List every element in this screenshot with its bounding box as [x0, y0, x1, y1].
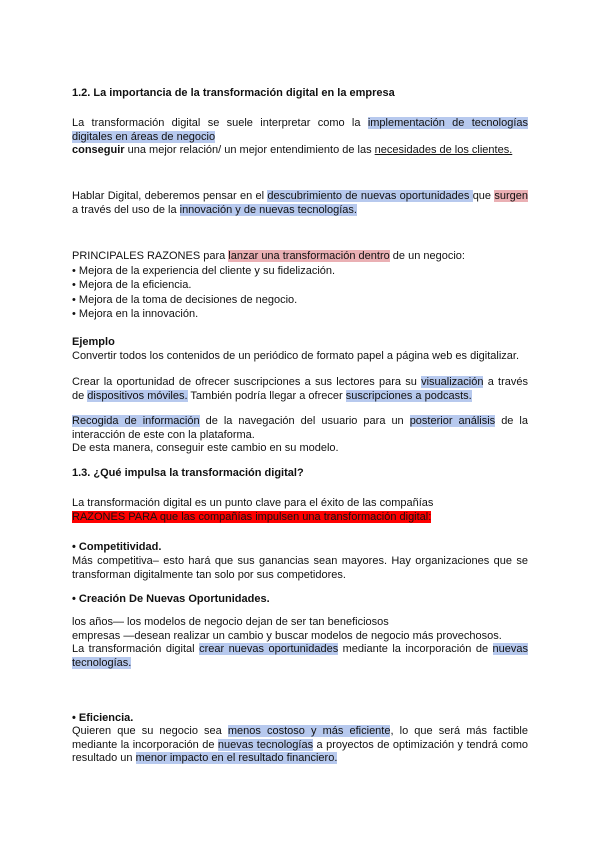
highlight: nuevas tecnologías	[217, 738, 314, 751]
text: mediante la incorporación de	[338, 643, 493, 655]
text: de la navegación del usuario para un	[199, 415, 410, 427]
creacion-title: • Creación De Nuevas Oportunidades.	[72, 593, 270, 605]
highlight: implementación de tecnologías digitales en áreas de negocio	[72, 117, 528, 143]
list-item: • Mejora en la innovación.	[72, 308, 199, 320]
highlight: descubrimiento de nuevas oportunidades	[267, 190, 473, 202]
text: La transformación digital se suele interpretar como la	[72, 117, 368, 129]
eficiencia-title: • Eficiencia.	[72, 712, 134, 724]
intro-line: La transformación digital es un punto clave para el éxito de las compañías	[72, 497, 434, 509]
text: a través de	[72, 376, 528, 402]
creacion-paragraph	[72, 643, 528, 670]
text: PRINCIPALES RAZONES para	[72, 250, 229, 262]
paragraph-hablar-digital	[72, 190, 528, 217]
underlined-text: necesidades de los clientes.	[374, 144, 513, 156]
highlight: Recogida de información	[72, 415, 200, 427]
text: de un negocio:	[389, 250, 465, 262]
section-heading-1-2: 1.2. La importancia de la transformación digital en la empresa	[72, 87, 395, 99]
principales-razones	[72, 249, 528, 322]
text: que	[472, 190, 495, 202]
list-item: • Mejora de la toma de decisiones de negocio.	[72, 293, 298, 306]
highlight: innovación y de nuevas tecnologías.	[179, 203, 357, 216]
highlight-red: RAZONES PARA que las compañías impulsen una transformación digital:	[72, 511, 432, 523]
text: una mejor relación/ un mejor entendimiento de las	[124, 144, 375, 156]
text: Quieren que su negocio sea	[72, 725, 228, 737]
text: La transformación digital	[72, 643, 200, 655]
razones-line	[72, 249, 528, 264]
text: a través del uso de la	[72, 203, 180, 216]
bold-text: conseguir	[72, 144, 125, 156]
creacion-line-2: empresas —desean realizar un cambio y buscar modelos de negocio más provechosos.	[72, 630, 502, 642]
text: de la interacción de este con la plataforma.	[72, 415, 528, 441]
section-heading-1-3: 1.3. ¿Qué impulsa la transformación digital?	[72, 467, 304, 479]
ejemplo-title: Ejemplo	[72, 336, 115, 348]
eficiencia-paragraph	[72, 725, 528, 766]
text: Crear la oportunidad de ofrecer suscripciones a sus lectores para su	[72, 376, 422, 388]
text: Hablar Digital, deberemos pensar en el	[72, 190, 268, 202]
ejemplo-line: Convertir todos los contenidos de un periódico de formato papel a página web es digitalizar.	[72, 350, 519, 362]
highlight: crear nuevas oportunidades	[199, 643, 339, 655]
competitividad-title: • Competitividad.	[72, 541, 162, 553]
highlight: posterior análisis	[409, 415, 496, 427]
red-highlight-line	[72, 511, 528, 525]
highlight-pink: surgen	[494, 190, 528, 202]
text: , lo que será más factible mediante la incorporación de	[72, 725, 528, 751]
highlight: nuevas tecnologías.	[72, 643, 528, 669]
text: a proyectos de optimización y tendrá como resultado un	[72, 738, 528, 764]
ejemplo-paragraph-3	[72, 415, 528, 442]
list-item: • Mejora de la eficiencia.	[72, 279, 192, 291]
highlight: visualización	[421, 376, 484, 388]
highlight-pink: lanzar una transformación dentro	[228, 250, 390, 262]
ejemplo-conclusion: De esta manera, conseguir este cambio en su modelo.	[72, 442, 339, 454]
paragraph-definition	[72, 117, 528, 158]
highlight: menos costoso y más eficiente	[227, 725, 391, 737]
competitividad-text: Más competitiva– esto hará que sus ganancias sean mayores. Hay organizaciones que se transforman digitalmente tan solo por sus competidores.	[72, 555, 528, 581]
creacion-line-1: los años— los modelos de negocio dejan de ser tan beneficiosos	[72, 616, 389, 628]
ejemplo-paragraph-2	[72, 376, 528, 403]
highlight: dispositivos móviles.	[87, 389, 188, 402]
highlight: suscripciones a podcasts.	[345, 389, 472, 402]
highlight: menor impacto en el resultado financiero.	[135, 752, 338, 764]
list-item: • Mejora de la experiencia del cliente y su fidelización.	[72, 264, 336, 277]
text: También podría llegar a ofrecer	[187, 389, 346, 402]
